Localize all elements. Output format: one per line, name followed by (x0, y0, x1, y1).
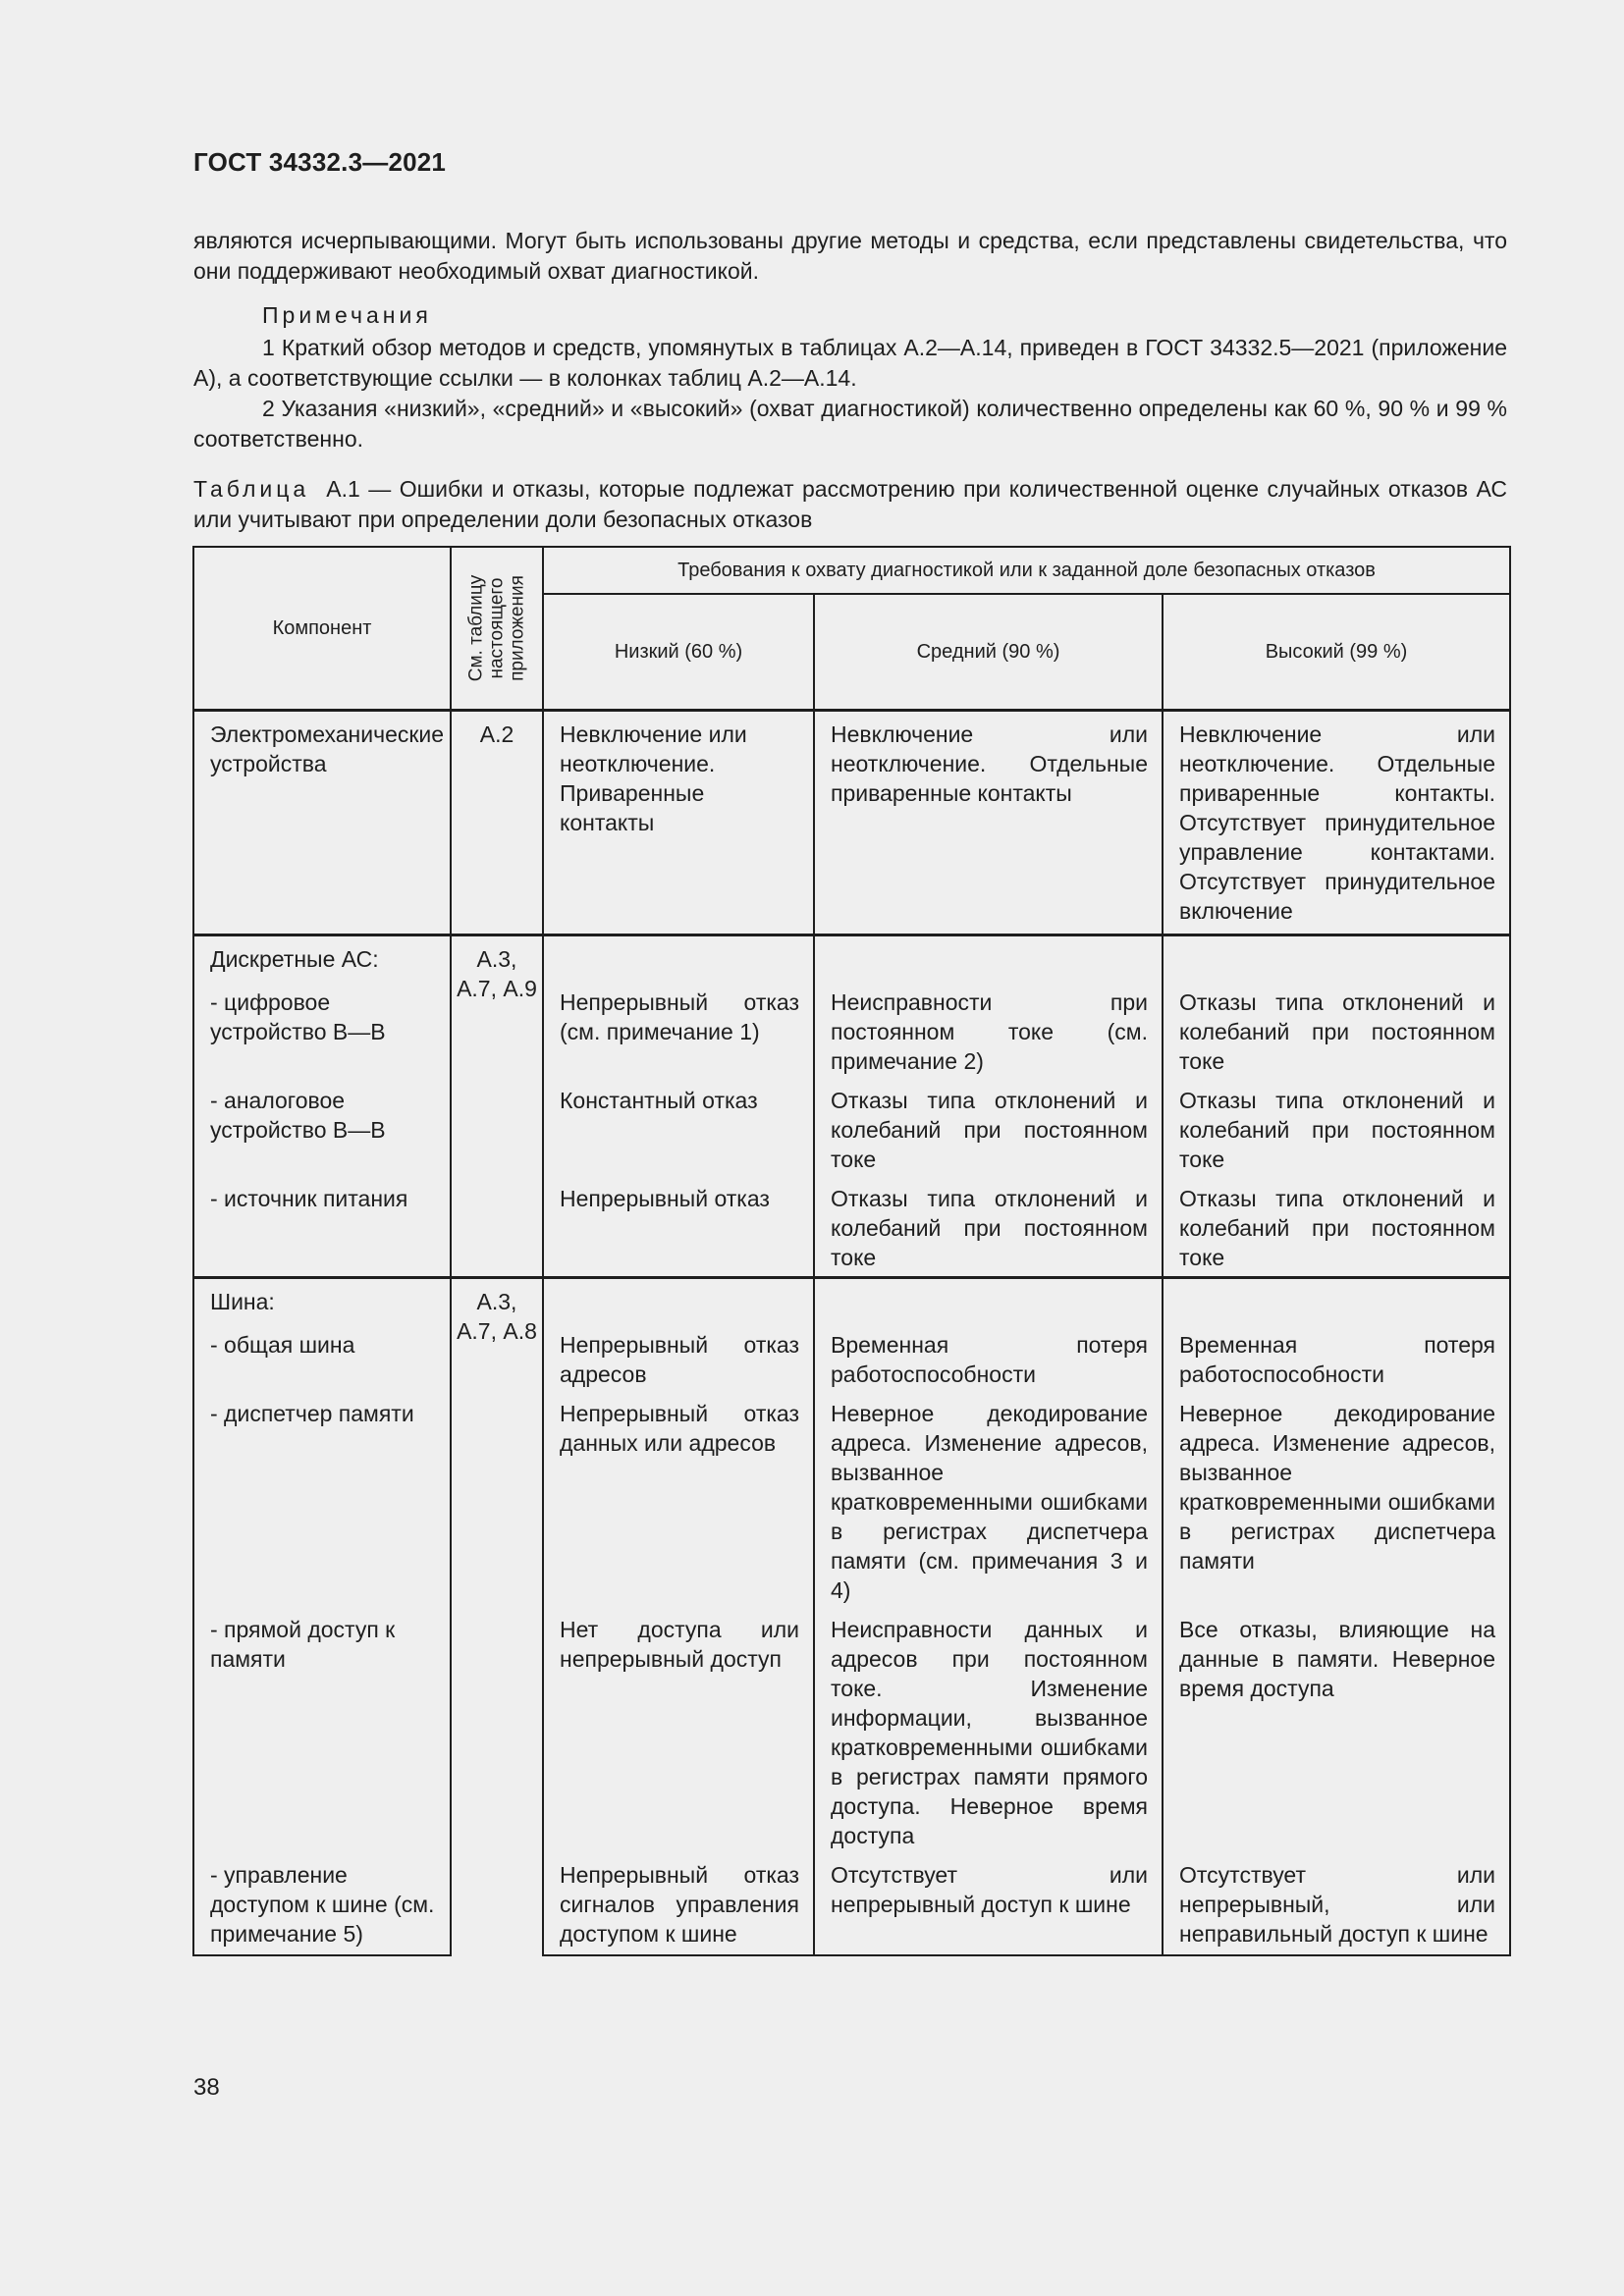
cell-medium: Невключение или неотключение. Отдельные приваренные контакты (814, 711, 1163, 935)
cell-component: - аналоговое устройство В—В (193, 1080, 451, 1178)
cell-low: Непрерывный отказ данных или адресов (543, 1393, 814, 1609)
failures-table (192, 546, 1511, 1956)
cell-low: Невключение или неотключение. Приваренные контакты (543, 711, 814, 935)
cell-component (193, 1278, 451, 1394)
cell-component: - прямой доступ к памяти (193, 1609, 451, 1854)
cell-component (193, 935, 451, 1081)
cell-ref: А.3, А.7, А.8 (451, 1278, 543, 1956)
table-row (193, 711, 1510, 935)
cell-low: Нет доступа или непрерывный доступ (543, 1609, 814, 1854)
notes-title: Примечания (262, 302, 432, 328)
cell-low: Непрерывный отказ (см. примечание 1) (543, 935, 814, 1081)
page-number: 38 (193, 2074, 220, 2101)
note-2: 2 Указания «низкий», «средний» и «высокий» (охват диагностикой) количественно определены как 60 %, 90 % и 99 % соответственно. (193, 396, 1507, 452)
header-medium: Средний (90 %) (814, 594, 1163, 711)
cell-medium: Отказы типа отклонений и колебаний при постоянном токе (814, 1080, 1163, 1178)
intro-paragraph: являются исчерпывающими. Могут быть использованы другие методы и средства, если представлены свидетельства, что они поддерживают необходимый охват диагностикой. (193, 228, 1507, 284)
cell-component: - диспетчер памяти (193, 1393, 451, 1609)
cell-low: Непрерывный отказ адресов (543, 1278, 814, 1394)
cell-ref: А.2 (451, 711, 543, 935)
table-caption (193, 474, 1507, 535)
header-requirements: Требования к охвату диагностикой или к заданной доле безопасных отказов (543, 547, 1510, 594)
cell-low: Константный отказ (543, 1080, 814, 1178)
table-caption-text: А.1 — Ошибки и отказы, которые подлежат рассмотрению при количественной оценке случайных отказов АС или учитывают при определении доли безопасных отказов (193, 476, 1508, 532)
cell-high: Неверное декодирование адреса. Изменение адресов, вызванное кратковременными ошибками в регистрах диспетчера памяти (1163, 1393, 1510, 1609)
table-row (193, 1393, 1510, 1609)
cell-medium: Отказы типа отклонений и колебаний при постоянном токе (814, 1178, 1163, 1278)
cell-medium: Неверное декодирование адреса. Изменение адресов, вызванное кратковременными ошибками в регистрах диспетчера памяти (см. примечания 3 и 4) (814, 1393, 1163, 1609)
component-label: - цифровое устройство В—В (210, 989, 386, 1044)
cell-high: Отказы типа отклонений и колебаний при постоянном токе (1163, 935, 1510, 1081)
component-label: - общая шина (210, 1332, 355, 1358)
table-row (193, 1278, 1510, 1394)
document-header: ГОСТ 34332.3—2021 (193, 147, 447, 177)
table-row (193, 1854, 1510, 1955)
table-caption-label: Таблица (193, 476, 310, 502)
header-high: Высокий (99 %) (1163, 594, 1510, 711)
cell-component: - источник питания (193, 1178, 451, 1278)
header-ref-label: См. таблицу настоящего приложения (465, 574, 528, 682)
note-1: 1 Краткий обзор методов и средств, упомянутых в таблицах А.2—А.14, приведен в ГОСТ 34332.5—2021 (приложение А), а соответствующие ссылки — в колонках таблиц А.2—А.14. (193, 335, 1507, 391)
group-title: Дискретные АС: (210, 946, 379, 972)
cell-high: Невключение или неотключение. Отдельные приваренные контакты. Отсутствует принудительное управление контактами. Отсутствует принудительное включение (1163, 711, 1510, 935)
cell-component: - управление доступом к шине (см. примечание 5) (193, 1854, 451, 1955)
group-bus (193, 1278, 1510, 1956)
table-row (193, 1080, 1510, 1178)
cell-high: Временная потеря работоспособности (1163, 1278, 1510, 1394)
cell-medium: Неисправности данных и адресов при постоянном токе. Изменение информации, вызванное кратковременными ошибками в регистрах памяти прямого доступа. Неверное время доступа (814, 1609, 1163, 1854)
cell-ref: А.3, А.7, А.9 (451, 935, 543, 1278)
cell-low: Непрерывный отказ сигналов управления доступом к шине (543, 1854, 814, 1955)
cell-high: Отказы типа отклонений и колебаний при постоянном токе (1163, 1080, 1510, 1178)
table-row (193, 935, 1510, 1081)
table-row (193, 1178, 1510, 1278)
header-component: Компонент (193, 547, 451, 711)
group-discrete (193, 935, 1510, 1278)
cell-high: Отказы типа отклонений и колебаний при постоянном токе (1163, 1178, 1510, 1278)
header-ref (451, 547, 543, 711)
group-electromechanical (193, 711, 1510, 935)
table-row (193, 1609, 1510, 1854)
cell-medium: Временная потеря работоспособности (814, 1278, 1163, 1394)
cell-component: Электромеханические устройства (193, 711, 451, 935)
cell-high: Все отказы, влияющие на данные в памяти. Неверное время доступа (1163, 1609, 1510, 1854)
cell-medium: Отсутствует или непрерывный доступ к шине (814, 1854, 1163, 1955)
cell-low: Непрерывный отказ (543, 1178, 814, 1278)
group-title: Шина: (210, 1289, 275, 1314)
cell-high: Отсутствует или непрерывный, или неправильный доступ к шине (1163, 1854, 1510, 1955)
header-low: Низкий (60 %) (543, 594, 814, 711)
cell-medium: Неисправности при постоянном токе (см. примечание 2) (814, 935, 1163, 1081)
